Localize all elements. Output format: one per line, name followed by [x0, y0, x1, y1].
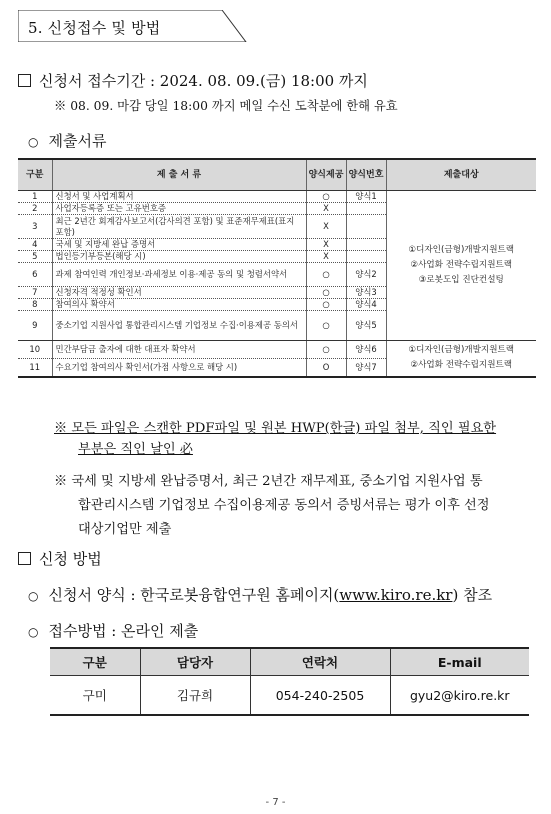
- contact-manager: 김규희: [140, 676, 250, 716]
- form-provided: X: [306, 203, 346, 215]
- method-heading: 신청 방법: [39, 550, 102, 568]
- col-header-target: 제출대상: [386, 159, 536, 191]
- table-row: [18, 191, 536, 203]
- contact-table: [50, 647, 529, 716]
- col-header-type: 구분: [50, 648, 140, 676]
- files-note: [54, 418, 496, 460]
- contact-email: gyu2@kiro.re.kr: [390, 676, 529, 716]
- files-note-line: ※ 모든 파일은 스캔한 PDF파일 및 원본 HWP(한글) 파일 첨부, 직인 필요한: [54, 421, 497, 436]
- section-title: 5. 신청접수 및 방법: [28, 19, 161, 37]
- docs-heading: 제출서류: [48, 132, 107, 150]
- row-number: 6: [18, 263, 52, 287]
- contact-table-header: [50, 648, 529, 676]
- col-header-form-provided: 양식제공: [306, 159, 346, 191]
- form-provided: O: [306, 359, 346, 377]
- target-item: ②사업화 전략수립지원트랙: [410, 260, 513, 270]
- contact-region: 구미: [50, 676, 140, 716]
- circle-bullet-icon: ○: [28, 625, 39, 639]
- form-provided: X: [306, 239, 346, 251]
- col-header-phone: 연락처: [250, 648, 390, 676]
- documents-table: [18, 158, 536, 378]
- col-header-type: 구분: [18, 159, 52, 191]
- form-provided: ○: [306, 341, 346, 359]
- document-name: 최근 2년간 회계감사보고서(감사의견 포함) 및 표준재무제표(표지 포함): [52, 215, 306, 239]
- checkbox-square-icon: [18, 74, 31, 87]
- form-number: 양식3: [346, 287, 386, 299]
- row-number: 10: [18, 341, 52, 359]
- form-provided: ○: [306, 311, 346, 341]
- files-note-line: 부분은 직인 날인 必: [78, 442, 193, 457]
- target-item: ①디자인(금형)개발지원트랙: [408, 345, 515, 356]
- verify-note-line: 합관리시스템 기업정보 수집이용제공 동의서 증빙서류는 평가 이후 선정: [78, 498, 490, 513]
- target-cell-group-1: [386, 191, 536, 341]
- document-name: 사업자등록증 또는 고유번호증: [52, 203, 306, 215]
- period-note: ※ 08. 09. 마감 당일 18:00 까지 메일 수신 도착분에 한해 유효: [54, 99, 398, 113]
- row-number: 7: [18, 287, 52, 299]
- document-name: 국세 및 지방세 완납 증명서: [52, 239, 306, 251]
- homepage-link[interactable]: www.kiro.re.kr: [339, 586, 453, 604]
- row-number: 3: [18, 215, 52, 239]
- form-number: 양식2: [346, 263, 386, 287]
- col-header-manager: 담당자: [140, 648, 250, 676]
- verify-note-line: 대상기업만 제출: [78, 522, 172, 537]
- col-header-email: E-mail: [390, 648, 529, 676]
- verify-note: [54, 470, 490, 542]
- document-name: 참여의사 확약서: [52, 299, 306, 311]
- page-number: - 7 -: [265, 797, 286, 808]
- form-number: 양식1: [346, 191, 386, 203]
- form-source-suffix: ) 참조: [452, 586, 493, 604]
- col-header-form-number: 양식번호: [346, 159, 386, 191]
- circle-bullet-icon: ○: [28, 135, 39, 149]
- documents-table-header: [18, 159, 536, 191]
- form-source-prefix: 신청서 양식 : 한국로봇융합연구원 홈페이지(: [48, 586, 340, 604]
- form-provided: ○: [306, 287, 346, 299]
- form-provided: X: [306, 251, 346, 263]
- form-number: 양식7: [346, 359, 386, 377]
- period-heading: 신청서 접수기간 : 2024. 08. 09.(금) 18:00 까지: [39, 72, 368, 90]
- target-item: ③로봇도입 진단컨설팅: [418, 275, 504, 285]
- document-name: 중소기업 지원사업 통합관리시스템 기업정보 수집·이용제공 동의서: [52, 311, 306, 341]
- document-name: 법인등기부등본(해당 시): [52, 251, 306, 263]
- circle-bullet-icon: ○: [28, 589, 39, 603]
- period-heading-row: [18, 70, 368, 91]
- row-number: 9: [18, 311, 52, 341]
- col-header-documents: 제 출 서 류: [52, 159, 306, 191]
- row-number: 1: [18, 191, 52, 203]
- docs-heading-row: [28, 130, 106, 151]
- form-number: 양식5: [346, 311, 386, 341]
- form-provided: ○: [306, 299, 346, 311]
- document-name: 신청자격 적정성 확인서: [52, 287, 306, 299]
- verify-note-line: ※ 국세 및 지방세 완납증명서, 최근 2년간 재무제표, 중소기업 지원사업 통: [54, 474, 483, 489]
- target-item: ②사업화 전략수립지원트랙: [410, 360, 513, 371]
- form-number: [346, 251, 386, 263]
- row-number: 5: [18, 251, 52, 263]
- target-item: ①디자인(금형)개발지원트랙: [408, 245, 515, 255]
- submit-method-row: [28, 620, 198, 641]
- checkbox-square-icon: [18, 552, 31, 565]
- form-provided: ○: [306, 263, 346, 287]
- row-number: 4: [18, 239, 52, 251]
- table-row: [50, 676, 529, 716]
- table-row: [18, 341, 536, 359]
- method-heading-row: [18, 548, 102, 569]
- row-number: 8: [18, 299, 52, 311]
- row-number: 11: [18, 359, 52, 377]
- row-number: 2: [18, 203, 52, 215]
- form-provided: ○: [306, 191, 346, 203]
- target-cell-group-2: [386, 341, 536, 377]
- document-name: 과제 참여인력 개인정보·과세정보 이용·제공 동의 및 청렴서약서: [52, 263, 306, 287]
- form-number: [346, 203, 386, 215]
- submit-method: 접수방법 : 온라인 제출: [48, 622, 199, 640]
- section-header: [18, 10, 228, 40]
- document-name: 민간부담금 출자에 대한 대표자 확약서: [52, 341, 306, 359]
- form-provided: X: [306, 215, 346, 239]
- document-name: 수요기업 참여의사 확인서(가점 사항으로 해당 시): [52, 359, 306, 377]
- form-number: [346, 215, 386, 239]
- form-number: [346, 239, 386, 251]
- document-name: 신청서 및 사업계획서: [52, 191, 306, 203]
- contact-phone: 054-240-2505: [250, 676, 390, 716]
- form-number: 양식4: [346, 299, 386, 311]
- form-source-row: [28, 584, 492, 605]
- form-number: 양식6: [346, 341, 386, 359]
